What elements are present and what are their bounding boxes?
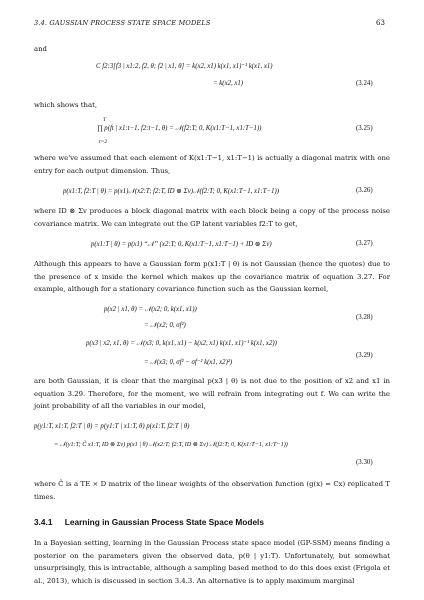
section-heading [34,517,264,527]
paragraph-although: Although this appears to have a Gaussian form p(x1:T | θ) is not Gaussian (hence the quotes) due to the presence of x inside the kernel which makes up the covariance matrix of equation 3.27. For example, although for a stationary covariance function such as the Gaussian kernel, [34,260,390,294]
equation-3-29-line-1: p(x3 | x2, x1, θ) = 𝒩(x3; 0, k(x1, x1) − k(x2, x1) k(x1, x1)⁻¹ k(x1, x2)) [86,340,277,347]
equation-label-3-27: (3.27) [356,240,373,247]
product-upper-limit: T [103,117,107,123]
equation-3-26: p(x1:T, f2:T | θ) = p(x1)𝒩(x2:T; f2:T, ID ⊗ Σv)𝒩(f2:T; 0, K(x1:T−1, x1:T−1)) [63,188,280,195]
paragraph-which-shows: which shows that, [34,101,98,109]
equation-label-3-25: (3.25) [356,125,373,132]
paragraph-and: and [34,45,47,53]
equation-3-30-line-2: = 𝒩(y1:T; C̃ x1:T, ID ⊗ Σv) p(x1 | θ) 𝒩(x2:T; f2:T, ID ⊗ Σv) 𝒩(f2:T; 0, K(x1:T−1, x1:T−1)) [54,441,288,448]
paragraph-are-both: are both Gaussian, it is clear that the marginal p(x3 | θ) is not due to the position of x2 and x1 in equation 3.29. Therefore, for the moment, we will refrain from integrating out f. We can write the joint probability of all the variables in our model, [34,377,390,411]
equation-3-27: p(x1:T | θ) = p(x1) “𝒩” (x2:T; 0, K(x1:T−1, x1:T−1) + ID ⊗ Σv) [91,241,272,248]
equation-3-29-line-2: = 𝒩(x3; 0, σf² − σf⁻² k(x1, x2)²) [144,359,233,366]
equation-3-28-line-2: = 𝒩(x2; 0, σf²) [144,322,186,329]
paragraph-assumed: where we've assumed that each element of K(x1:T−1, x1:T−1) is actually a diagonal matrix with one entry for each output dimension. Thus, [34,154,390,175]
page-number: 63 [376,19,385,27]
equation-label-3-30: (3.30) [356,459,373,466]
equation-3-24-line-2: = k(x2, x1) [213,80,244,87]
paragraph-where-id: where ID ⊗ Σv produces a block diagonal matrix with each block being a copy of the process noise covariance matrix. We can integrate out the GP latent variables f2:T to get, [34,207,390,228]
section-title: Learning in Gaussian Process State Space Models [64,517,264,527]
equation-label-3-29: (3.29) [356,352,373,359]
section-number: 3.4.1 [34,517,53,527]
paragraph-where-c: where C̃ is a TE × D matrix of the linear weights of the observation function (g(x) = Cx) replicated T times. [34,480,390,501]
equation-3-28-line-1: p(x2 | x1, θ) = 𝒩(x2; 0, k(x1, x1)) [104,306,197,313]
product-lower-limit: t=2 [99,139,108,145]
equation-3-24-line-1: C f2:3[f3 | x1:2, f2, θ; f2 | x1, θ] = k(x2, x1) k(x1, x1)⁻¹ k(x1, x1) [96,63,273,70]
running-header: 3.4. GAUSSIAN PROCESS STATE SPACE MODELS [34,19,211,27]
equation-label-3-28: (3.28) [356,314,373,321]
equation-label-3-24: (3.24) [356,80,373,87]
equation-3-30-line-1: p(y1:T, x1:T, f2:T | θ) = p(y1:T | x1:T, θ) p(x1:T, f2:T | θ) [34,423,190,430]
equation-3-25: ∏ p(ft | x1:t−1, f2:t−1, θ) = 𝒩(f2:T; 0, K(x1:T−1, x1:T−1)) [97,125,262,132]
paragraph-bayesian: In a Bayesian setting, learning in the Gaussian Process state space model (GP-SSM) means finding a posterior on the parameters given the observed data, p(θ | y1:T). Unfortunately, but somewhat unsurprisingly, this is intractable, although a sampling based method to do this does exist (Frigola et al., 2013), which is discussed in section 3.4.3. An alternative is to apply maximum marginal [34,539,390,585]
equation-label-3-26: (3.26) [356,187,373,194]
